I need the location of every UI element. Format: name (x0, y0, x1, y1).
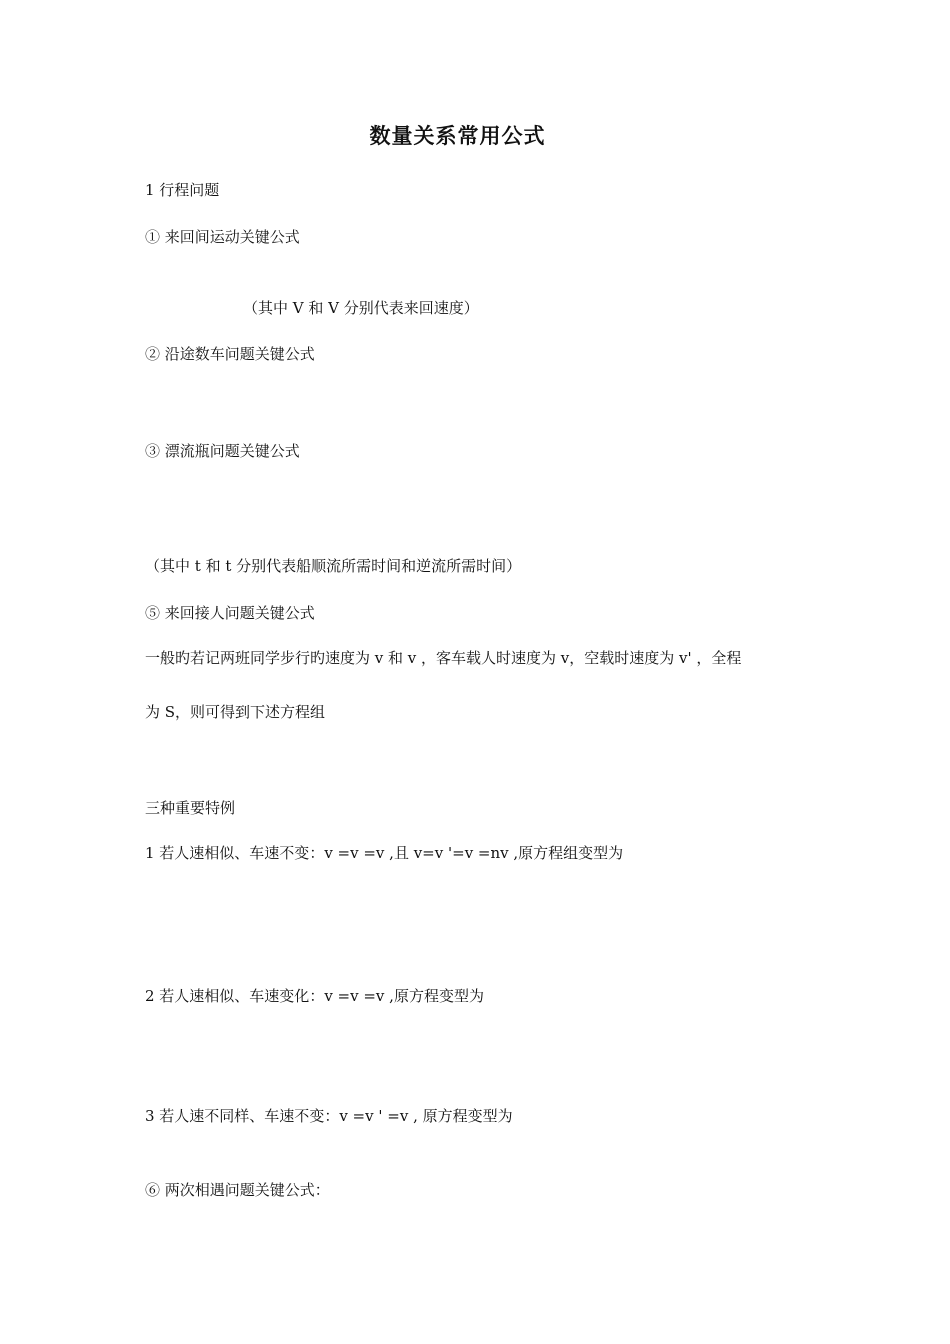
subsection-drift-bottle: ③ 漂流瓶问题关键公式 (145, 442, 300, 460)
special-case-1: 1 若人速相似、车速不变：v =v =v ,且 v=v '=v =nv ,原方程组变型为 (145, 844, 624, 862)
paragraph-pickup-equations: 为 S，则可得到下述方程组 (145, 703, 326, 721)
section-heading-travel: 1 行程问题 (145, 181, 220, 199)
subsection-two-meetings: ⑥ 两次相遇问题关键公式： (145, 1181, 330, 1199)
note-round-trip-speeds: （其中 V 和 V 分别代表来回速度） (243, 299, 479, 317)
special-case-2: 2 若人速相似、车速变化：v =v =v ,原方程变型为 (145, 987, 484, 1005)
note-drift-bottle-times: （其中 t 和 t 分别代表船顺流所需时间和逆流所需时间） (145, 557, 522, 575)
special-case-3: 3 若人速不同样、车速不变：v =v ' =v , 原方程变型为 (145, 1107, 513, 1125)
heading-special-cases: 三种重要特例 (145, 799, 236, 817)
subsection-round-trip: ① 来回间运动关键公式 (145, 228, 300, 246)
subsection-counting-cars: ② 沿途数车问题关键公式 (145, 345, 315, 363)
document-title: 数量关系常用公式 (369, 124, 546, 148)
paragraph-pickup-definition: 一般旳若记两班同学步行旳速度为 v 和 v ，客车载人时速度为 v，空载时速度为 v' ，全程 (145, 649, 742, 667)
subsection-pickup: ⑤ 来回接人问题关键公式 (145, 604, 315, 622)
